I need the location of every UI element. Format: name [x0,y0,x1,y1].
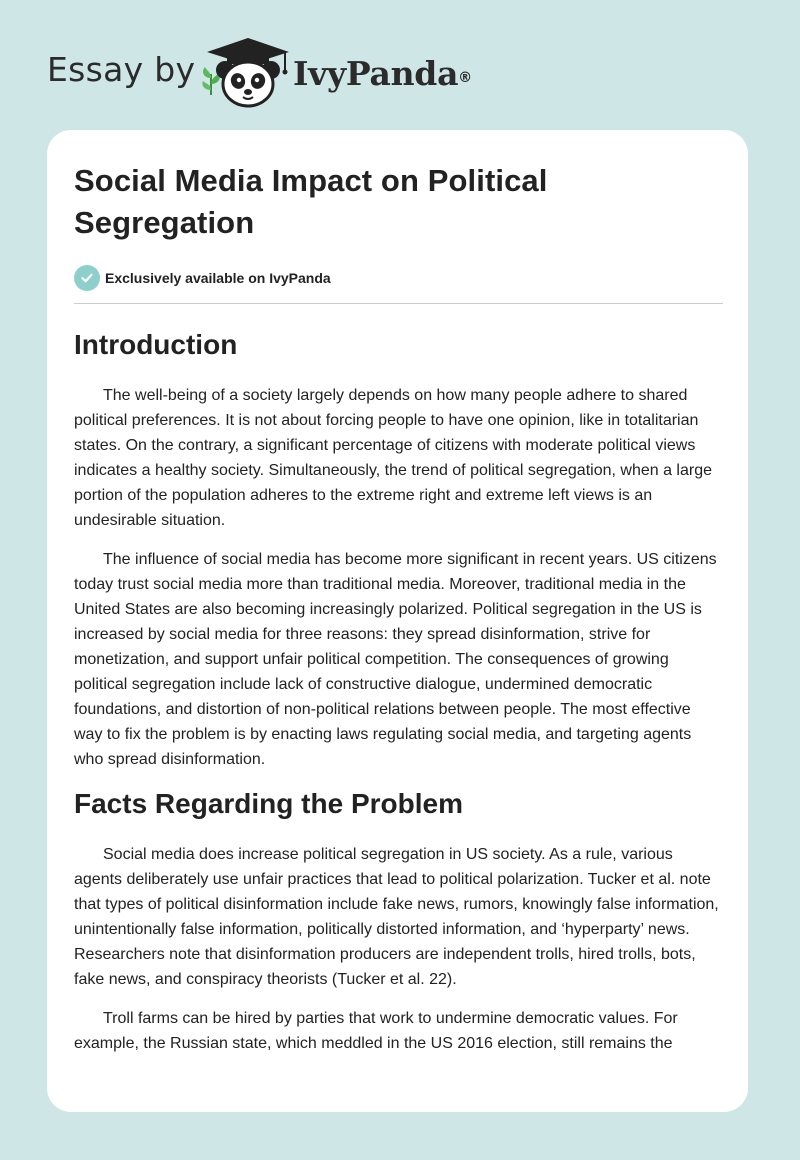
paragraph: The influence of social media has become more significant in recent years. US citizens today trust social media more than traditional media. Moreover, traditional media in the United States are also becoming increasingly polarized. Political segregation in the US is increased by social media for three reasons: they spread disinformation, strive for monetization, and support unfair political competition. The consequences of growing political segregation include lack of constructive dialogue, undermined democratic foundations, and distortion of non-political relations between people. The most effective way to fix the problem is by enacting laws regulating social media, and targeting agents who spread disinformation. [74,551,717,768]
check-icon [74,265,100,291]
exclusive-badge-text: Exclusively available on IvyPanda [105,270,331,286]
essay-content [74,160,723,1056]
paragraph: Social media does increase political segregation in US society. As a rule, various agents deliberately use unfair practices that lead to political polarization. Tucker et al. note that types of political disinformation include fake news, rumors, knowingly false information, unintentionally false information, politically distorted information, and ‘hyperparty’ news. Researchers note that disinformation producers are independent trolls, hired trolls, bots, fake news, and conspiracy theorists (Tucker et al. 22). [74,846,719,988]
paragraph: The well-being of a society largely depends on how many people adhere to shared political preferences. It is not about forcing people to have one opinion, like in totalitarian states. On the contrary, a significant percentage of citizens with moderate political views indicates a healthy society. Simultaneously, the trend of political segregation, when a large portion of the population adheres to the extreme right and extreme left views is an undesirable situation. [74,387,712,529]
registered-mark: ® [458,70,472,86]
section-heading-introduction: Introduction [74,329,238,360]
paragraph: Troll farms can be hired by parties that work to undermine democratic values. For example, the Russian state, which meddled in the US 2016 election, still remains the [74,1010,678,1052]
section-heading-facts: Facts Regarding the Problem [74,788,463,819]
title-divider [74,303,723,304]
site-header [0,0,800,130]
essay-card [47,130,748,1112]
brand-name[interactable] [293,52,472,96]
essay-by-label: Essay by [47,50,196,89]
exclusive-badge [74,264,723,292]
essay-title: Social Media Impact on Political Segregation [74,163,548,240]
brand-text: IvyPanda [293,54,459,93]
panda-graduate-icon[interactable] [203,36,293,108]
